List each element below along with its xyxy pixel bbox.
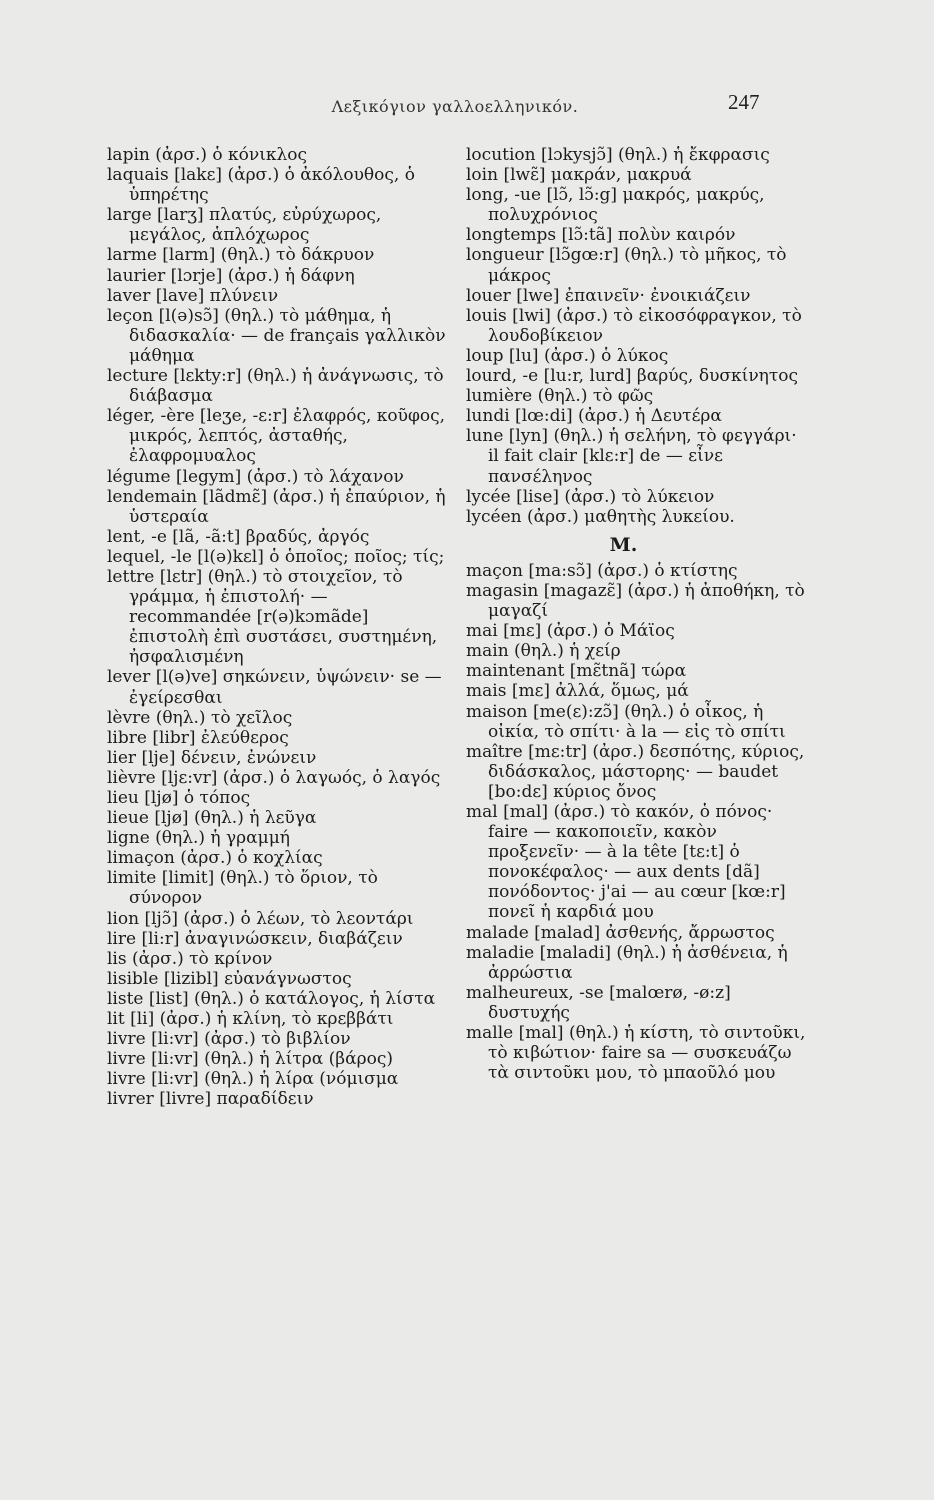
- dictionary-entry: lequel, -le [l(ə)kεl] ὁ ὁποῖος; ποῖος; τίς;: [107, 546, 445, 567]
- dictionary-entry: livrer [livre] παραδίδειν: [107, 1089, 314, 1110]
- dictionary-entry: léger, -ère [leʒe, -ε:r] ἐλαφρός, κοῦφος, μικρός, λεπτός, ἀσταθής, ἐλαφρομυαλος: [107, 406, 446, 467]
- dictionary-entry: lourd, -e [lu:r, lurd] βαρύς, δυσκίνητος: [466, 366, 798, 387]
- section-letter-heading: M.: [609, 533, 638, 556]
- dictionary-entry: lis (ἀρσ.) τὸ κρίνον: [107, 948, 273, 969]
- dictionary-entry: long, -ue [lɔ̃, lɔ̃:g] μακρός, μακρύς, πολυχρόνιος: [466, 185, 765, 226]
- dictionary-entry: malheureux, -se [malœrø, -ø:z] δυστυχής: [466, 982, 731, 1023]
- dictionary-entry: mal [mal] (ἀρσ.) τὸ κακόν, ὁ πόνος· faire — κακοποιεῖν, κακὸν προξενεῖν· — à la tête [tε:t] ὁ πονοκέφαλος· — aux dents [dã] πονόδοντος· j'ai — au cœur [kœ:r] πονεῖ ἡ καρδιά μου: [466, 802, 786, 923]
- dictionary-entry: lisible [lizibl] εὐανάγνωστος: [107, 968, 352, 989]
- page-number: 247: [728, 90, 760, 114]
- dictionary-entry: lundi [lœ:di] (ἀρσ.) ἡ Δευτέρα: [466, 406, 722, 427]
- dictionary-entry: lion [ljɔ̃] (ἀρσ.) ὁ λέων, τὸ λεοντάρι: [107, 908, 414, 929]
- dictionary-entry: louer [lwe] ἐπαινεῖν· ἐνοικιάζειν: [466, 285, 751, 306]
- dictionary-entry: malle [mal] (θηλ.) ἡ κίστη, τὸ σιντοῦκι, τὸ κιβώτιον· faire sa — συσκευάζω τὰ σιντοῦκι μου, τὸ μπαοῦλό μου: [466, 1023, 806, 1084]
- dictionary-entry: lune [lyn] (θηλ.) ἡ σελήνη, τὸ φεγγάρι· il fait clair [klε:r] de — εἶνε πανσέληνος: [466, 426, 797, 487]
- dictionary-entry: longtemps [lɔ̃:tã] πολὺν καιρόν: [466, 225, 736, 246]
- dictionary-entry: lecture [lεkty:r] (θηλ.) ἡ ἀνάγνωσις, τὸ διάβασμα: [107, 366, 444, 407]
- dictionary-entry: lèvre (θηλ.) τὸ χεῖλος: [107, 707, 293, 728]
- dictionary-entry: mais [mε] ἀλλά, ὅμως, μά: [466, 681, 689, 702]
- dictionary-entry: liste [list] (θηλ.) ὁ κατάλογος, ἡ λίστα: [107, 988, 436, 1009]
- dictionary-entry: loup [lu] (ἀρσ.) ὁ λύκος: [466, 345, 669, 366]
- dictionary-entry: lieue [ljø] (θηλ.) ἡ λεῦγα: [107, 808, 317, 829]
- dictionary-entry: laurier [lɔrje] (ἀρσ.) ἡ δάφνη: [107, 265, 355, 286]
- dictionary-entry: livre [li:vr] (θηλ.) ἡ λίτρα (βάρος): [107, 1049, 393, 1070]
- dictionary-entry: limite [limit] (θηλ.) τὸ ὅριον, τὸ σύνορον: [107, 868, 378, 909]
- dictionary-entry: livre [li:vr] (θηλ.) ἡ λίρα (νόμισμα: [107, 1069, 399, 1090]
- dictionary-entry: main (θηλ.) ἡ χείρ: [466, 641, 621, 662]
- dictionary-entry: lycée [lise] (ἀρσ.) τὸ λύκειον: [466, 486, 715, 507]
- dictionary-entry: maison [me(ε):zɔ̃] (θηλ.) ὁ οἶκος, ἡ οἰκία, τὸ σπίτι· à la — εἰς τὸ σπίτι: [466, 701, 786, 742]
- dictionary-entry: maître [mε:tr] (ἀρσ.) δεσπότης, κύριος, διδάσκαλος, μάστορης· — baudet [bo:dε] κύριος ὄνος: [466, 741, 805, 802]
- dictionary-entry: lapin (ἀρσ.) ὁ κόνικλος: [107, 145, 308, 165]
- dictionary-entry: louis [lwi] (ἀρσ.) τὸ εἰκοσόφραγκον, τὸ λουδοβίκειον: [466, 305, 802, 346]
- dictionary-entry: livre [li:vr] (ἀρσ.) τὸ βιβλίον: [107, 1029, 351, 1050]
- dictionary-entry: loin [lwε̃] μακράν, μακρυά: [466, 165, 692, 186]
- dictionary-entry: lieu [ljø] ὁ τόπος: [107, 788, 251, 808]
- dictionary-entry: lier [lje] δένειν, ἐνώνειν: [107, 747, 317, 768]
- dictionary-entry: légume [legym] (ἀρσ.) τὸ λάχανον: [107, 466, 404, 487]
- dictionary-entry: ligne (θηλ.) ἡ γραμμή: [107, 828, 290, 849]
- left-column: [107, 145, 452, 1110]
- dictionary-entry: lycéen (ἀρσ.) μαθητὴς λυκείου.: [466, 506, 735, 527]
- dictionary-entry: laver [lave] πλύνειν: [107, 285, 279, 306]
- dictionary-entry: locution [lɔkysjɔ̃] (θηλ.) ἡ ἔκφρασις: [466, 145, 770, 165]
- running-title: Λεξικόγιον γαλλοελληνικόν.: [331, 97, 579, 116]
- dictionary-entry: maintenant [mε̃tnã] τώρα: [466, 661, 687, 682]
- dictionary-entry: longueur [lɔ̃gœ:r] (θηλ.) τὸ μῆκος, τὸ μάκρος: [466, 245, 787, 286]
- dictionary-entry: lire [li:r] ἀναγινώσκειν, διαβάζειν: [107, 928, 403, 949]
- dictionary-entry: laquais [lakε] (ἀρσ.) ὁ ἀκόλουθος, ὁ ὑπηρέτης: [107, 165, 415, 206]
- dictionary-entry: lent, -e [lã, -ã:t] βραδύς, ἀργός: [107, 526, 370, 547]
- dictionary-entry: maçon [ma:sɔ̃] (ἀρσ.) ὁ κτίστης: [466, 560, 738, 581]
- dictionary-entry: large [larʒ] πλατύς, εὐρύχωρος, μεγάλος, ἁπλόχωρος: [107, 205, 382, 246]
- dictionary-entry: limaçon (ἀρσ.) ὁ κοχλίας: [107, 848, 323, 869]
- dictionary-entry: libre [libr] ἐλεύθερος: [107, 727, 289, 748]
- dictionary-entry: mai [mε] (ἀρσ.) ὁ Μάϊος: [466, 621, 675, 642]
- dictionary-entry: lit [li] (ἀρσ.) ἡ κλίνη, τὸ κρεββάτι: [107, 1009, 394, 1030]
- right-column: [466, 145, 811, 1083]
- dictionary-entry: magasin [magazε̃] (ἀρσ.) ἡ ἀποθήκη, τὸ μαγαζί: [466, 580, 805, 622]
- dictionary-entry: maladie [maladi] (θηλ.) ἡ ἀσθένεια, ἡ ἀρρώστια: [466, 942, 788, 983]
- dictionary-entry: lumière (θηλ.) τὸ φῶς: [466, 386, 654, 407]
- dictionary-entry: larme [larm] (θηλ.) τὸ δάκρυον: [107, 245, 375, 266]
- dictionary-entry: lendemain [lãdmε̃] (ἀρσ.) ἡ ἐπαύριον, ἡ ὑστεραία: [107, 486, 446, 527]
- dictionary-entry: lever [l(ə)ve] σηκώνειν, ὑψώνειν· se — ἐγείρεσθαι: [107, 667, 442, 708]
- dictionary-entry: leçon [l(ə)sɔ̃] (θηλ.) τὸ μάθημα, ἡ διδασκαλία· — de français γαλλικὸν μάθημα: [107, 305, 446, 366]
- dictionary-entry: lièvre [ljε:vr] (ἀρσ.) ὁ λαγωός, ὁ λαγός: [107, 767, 441, 788]
- dictionary-entry: malade [malad] ἀσθενής, ἄρρωστος: [466, 922, 775, 943]
- dictionary-entry: lettre [lεtr] (θηλ.) τὸ στοιχεῖον, τὸ γράμμα, ἡ ἐπιστολή· — recommandée [r(ə)kɔmãde] ἐπιστολὴ ἐπὶ συστάσει, συστημένη, ἠσφαλισμένη: [107, 566, 438, 668]
